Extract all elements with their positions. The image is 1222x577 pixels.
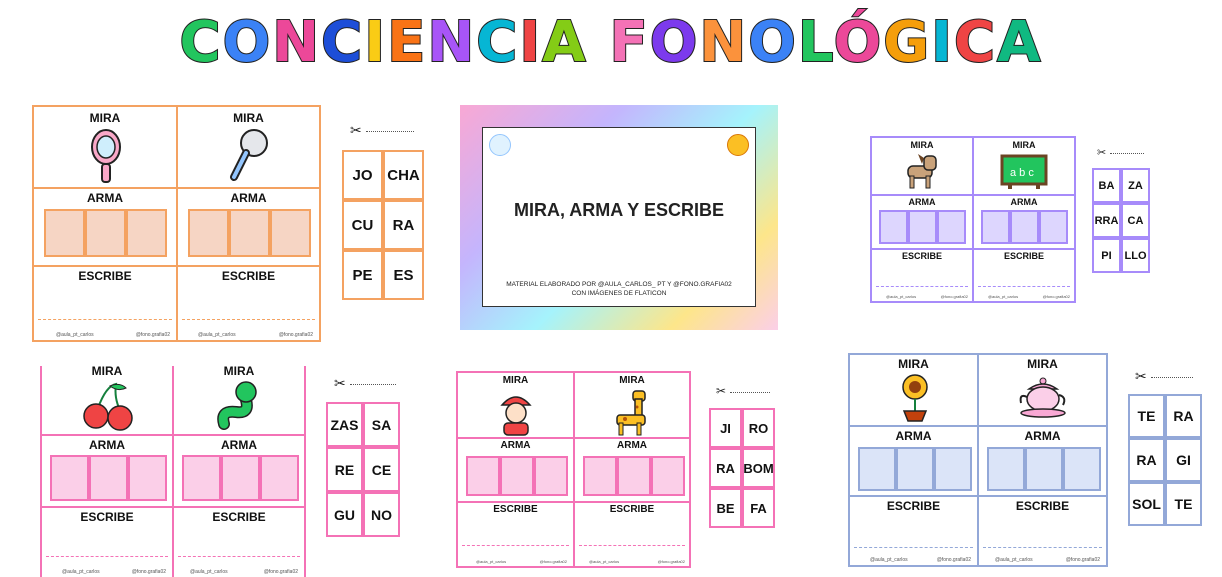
answer-boxes[interactable]: [858, 447, 972, 491]
answer-boxes[interactable]: [44, 209, 167, 257]
credit-line-1: MATERIAL ELABORADO POR @AULA_CARLOS_ PT Y @FONO.GRAFIA02: [506, 281, 732, 288]
syllable-tile[interactable]: PE: [342, 250, 383, 300]
syllable-tiles-purple: [1092, 168, 1150, 273]
escribe-label: ESCRIBE: [80, 510, 134, 524]
horse-icon: [900, 152, 944, 192]
title-letter: O: [649, 10, 700, 75]
svg-text:a b c: a b c: [1010, 167, 1034, 179]
answer-boxes[interactable]: [981, 210, 1068, 244]
answer-boxes[interactable]: [879, 210, 966, 244]
writing-line[interactable]: [178, 556, 300, 557]
answer-boxes[interactable]: [987, 447, 1101, 491]
firefighter-icon: [496, 389, 536, 437]
cover-slide: [460, 105, 778, 330]
syllable-tile[interactable]: CE: [363, 447, 400, 492]
mirror-icon: [86, 127, 126, 185]
arma-label: ARMA: [89, 438, 125, 452]
syllable-tile[interactable]: RO: [742, 408, 775, 448]
cut-line: [1110, 153, 1144, 154]
syllable-tile[interactable]: NO: [363, 492, 400, 537]
footer-right: @fono.grafia02: [539, 559, 567, 564]
syllable-tile[interactable]: ZA: [1121, 168, 1150, 203]
syllable-tile[interactable]: BE: [709, 488, 742, 528]
panel-teapot: [979, 355, 1106, 565]
footer-right: @fono.grafia02: [131, 569, 166, 575]
escribe-label: ESCRIBE: [212, 510, 266, 524]
title-letter: O: [748, 10, 798, 75]
title-letter: Ó: [833, 10, 884, 75]
mira-label: MIRA: [233, 111, 264, 125]
writing-line[interactable]: [462, 545, 569, 546]
syllable-tiles-blue: [1128, 394, 1202, 526]
syllable-tile[interactable]: ZAS: [326, 402, 363, 447]
answer-boxes[interactable]: [466, 456, 568, 496]
mira-label: MIRA: [1027, 357, 1058, 371]
answer-boxes[interactable]: [188, 209, 311, 257]
cover-card: [482, 127, 756, 307]
spoon-icon: [226, 127, 272, 185]
syllable-tiles-pink-1: [326, 402, 400, 537]
syllable-tile[interactable]: JO: [342, 150, 383, 200]
mira-label: MIRA: [910, 140, 934, 150]
blackboard-icon: [1000, 154, 1048, 190]
syllable-tile[interactable]: BA: [1092, 168, 1121, 203]
mira-label: MIRA: [1012, 140, 1036, 150]
escribe-label: ESCRIBE: [886, 499, 941, 513]
title-letter: C: [954, 10, 998, 75]
writing-line[interactable]: [46, 556, 168, 557]
cut-line: [1151, 377, 1193, 378]
teapot-icon: [1017, 375, 1069, 419]
writing-line[interactable]: [854, 547, 973, 548]
mira-label: MIRA: [223, 364, 255, 378]
footer-right: @fono.grafia02: [1065, 557, 1100, 563]
answer-boxes[interactable]: [583, 456, 685, 496]
footer-right: @fono.grafia02: [657, 559, 685, 564]
scissors-icon: ✂: [334, 375, 346, 391]
title-letter: F: [609, 10, 650, 75]
fonografia-logo-icon: [727, 134, 749, 156]
arma-label: ARMA: [230, 191, 267, 205]
title-letter: I: [364, 10, 388, 75]
cherry-icon: [80, 380, 136, 432]
syllable-tile[interactable]: SOL: [1128, 482, 1165, 526]
arma-label: ARMA: [908, 197, 936, 207]
giraffe-icon: [611, 389, 653, 437]
syllable-tile[interactable]: RA: [709, 448, 742, 488]
writing-line[interactable]: [182, 319, 315, 320]
syllable-tile[interactable]: RA: [1165, 394, 1202, 438]
title-letter: N: [699, 10, 749, 75]
footer-left: @aula_pt_carlos: [988, 294, 1019, 299]
title-letter: N: [272, 10, 322, 75]
mira-label: MIRA: [502, 375, 529, 386]
aula-logo-icon: [489, 134, 511, 156]
footer-right: @fono.grafia02: [263, 569, 298, 575]
panel-worm: [174, 366, 304, 577]
syllable-tile[interactable]: CA: [1121, 203, 1150, 238]
panel-cherry: [42, 366, 174, 577]
footer-left: @aula_pt_carlos: [870, 557, 908, 563]
writing-line[interactable]: [876, 286, 968, 287]
writing-line[interactable]: [579, 545, 685, 546]
cover-title: MIRA, ARMA Y ESCRIBE: [513, 200, 725, 220]
footer-left: @aula_pt_carlos: [589, 559, 620, 564]
mira-label: MIRA: [619, 375, 645, 386]
worksheet-card-orange: [32, 105, 321, 342]
title-letter: N: [427, 10, 477, 75]
mira-label: MIRA: [898, 357, 929, 371]
title-letter: O: [222, 10, 273, 75]
title-letter: A: [542, 10, 588, 75]
syllable-tile[interactable]: BOM: [742, 448, 775, 488]
footer-right: @fono.grafia02: [278, 332, 313, 338]
arma-label: ARMA: [617, 440, 647, 451]
syllable-tile[interactable]: CU: [342, 200, 383, 250]
title-letter: C: [321, 10, 365, 75]
syllable-tile[interactable]: GI: [1165, 438, 1202, 482]
cover-credit: [483, 280, 755, 298]
title-letter: I: [519, 10, 543, 75]
scissors-icon: ✂: [1097, 147, 1107, 159]
escribe-label: ESCRIBE: [1015, 499, 1070, 513]
syllable-tile[interactable]: TE: [1128, 394, 1165, 438]
panel-firefighter: [458, 373, 575, 566]
title-letter: I: [931, 10, 954, 75]
arma-label: ARMA: [895, 429, 932, 443]
worksheet-card-purple: [870, 136, 1076, 303]
writing-line[interactable]: [978, 286, 1070, 287]
cut-line: [730, 392, 770, 393]
footer-right: @fono.grafia02: [940, 294, 968, 299]
escribe-label: ESCRIBE: [1003, 251, 1044, 261]
page-title: [0, 8, 1222, 78]
escribe-label: ESCRIBE: [221, 269, 276, 283]
title-letter: C: [476, 10, 520, 75]
syllable-tile[interactable]: RRA: [1092, 203, 1121, 238]
footer-left: @aula_pt_carlos: [62, 569, 100, 575]
arma-label: ARMA: [221, 438, 257, 452]
syllable-tile[interactable]: TE: [1165, 482, 1202, 526]
syllable-tile[interactable]: ES: [383, 250, 424, 300]
syllable-tiles-orange: [342, 150, 424, 300]
title-letter: A: [997, 10, 1043, 75]
mira-label: MIRA: [91, 364, 123, 378]
title-letter: E: [387, 10, 428, 75]
syllable-tile[interactable]: FA: [742, 488, 775, 528]
footer-left: @aula_pt_carlos: [190, 569, 228, 575]
syllable-tile[interactable]: JI: [709, 408, 742, 448]
arma-label: ARMA: [1010, 197, 1038, 207]
title-letter: L: [797, 10, 834, 75]
scissors-icon: ✂: [1135, 368, 1147, 384]
escribe-label: ESCRIBE: [78, 269, 132, 283]
panel-giraffe: [575, 373, 689, 566]
arma-label: ARMA: [500, 440, 531, 451]
worksheet-card-pink-1: [40, 366, 306, 577]
footer-left: @aula_pt_carlos: [56, 332, 94, 338]
answer-boxes[interactable]: [50, 455, 167, 501]
scissors-icon: ✂: [350, 122, 362, 138]
syllable-tile[interactable]: RA: [1128, 438, 1165, 482]
mira-label: MIRA: [89, 111, 121, 125]
footer-left: @aula_pt_carlos: [476, 559, 507, 564]
footer-left: @aula_pt_carlos: [995, 557, 1033, 563]
syllable-tiles-pink-2: [709, 408, 775, 528]
syllable-tile[interactable]: LLO: [1121, 238, 1150, 273]
title-letter: G: [883, 10, 932, 75]
title-letter: C: [179, 10, 223, 75]
cut-line: [350, 384, 396, 385]
syllable-tile[interactable]: SA: [363, 402, 400, 447]
footer-right: @fono.grafia02: [135, 332, 170, 338]
cut-line: [366, 131, 414, 132]
sunflower-icon: [896, 373, 934, 423]
footer-left: @aula_pt_carlos: [198, 332, 236, 338]
writing-line[interactable]: [983, 547, 1102, 548]
panel-mirror: [34, 107, 178, 340]
worksheet-card-pink-2: [456, 371, 691, 568]
syllable-tile[interactable]: RE: [326, 447, 363, 492]
syllable-tile[interactable]: PI: [1092, 238, 1121, 273]
syllable-tile[interactable]: CHA: [383, 150, 424, 200]
footer-left: @aula_pt_carlos: [886, 294, 917, 299]
credit-line-2: CON IMÁGENES DE FLATICON: [571, 290, 667, 297]
syllable-tile[interactable]: RA: [383, 200, 424, 250]
escribe-label: ESCRIBE: [493, 504, 538, 515]
panel-sunflower: [850, 355, 979, 565]
arma-label: ARMA: [1024, 429, 1061, 443]
writing-line[interactable]: [38, 319, 172, 320]
escribe-label: ESCRIBE: [609, 504, 655, 515]
worm-icon: [216, 380, 264, 430]
arma-label: ARMA: [87, 191, 123, 205]
panel-blackboard: [974, 138, 1074, 301]
escribe-label: ESCRIBE: [901, 251, 942, 261]
worksheet-card-blue: [848, 353, 1108, 567]
syllable-tile[interactable]: GU: [326, 492, 363, 537]
footer-right: @fono.grafia02: [936, 557, 971, 563]
answer-boxes[interactable]: [182, 455, 299, 501]
panel-spoon: [178, 107, 319, 340]
footer-right: @fono.grafia02: [1042, 294, 1070, 299]
scissors-icon: ✂: [716, 384, 727, 398]
panel-horse: [872, 138, 974, 301]
